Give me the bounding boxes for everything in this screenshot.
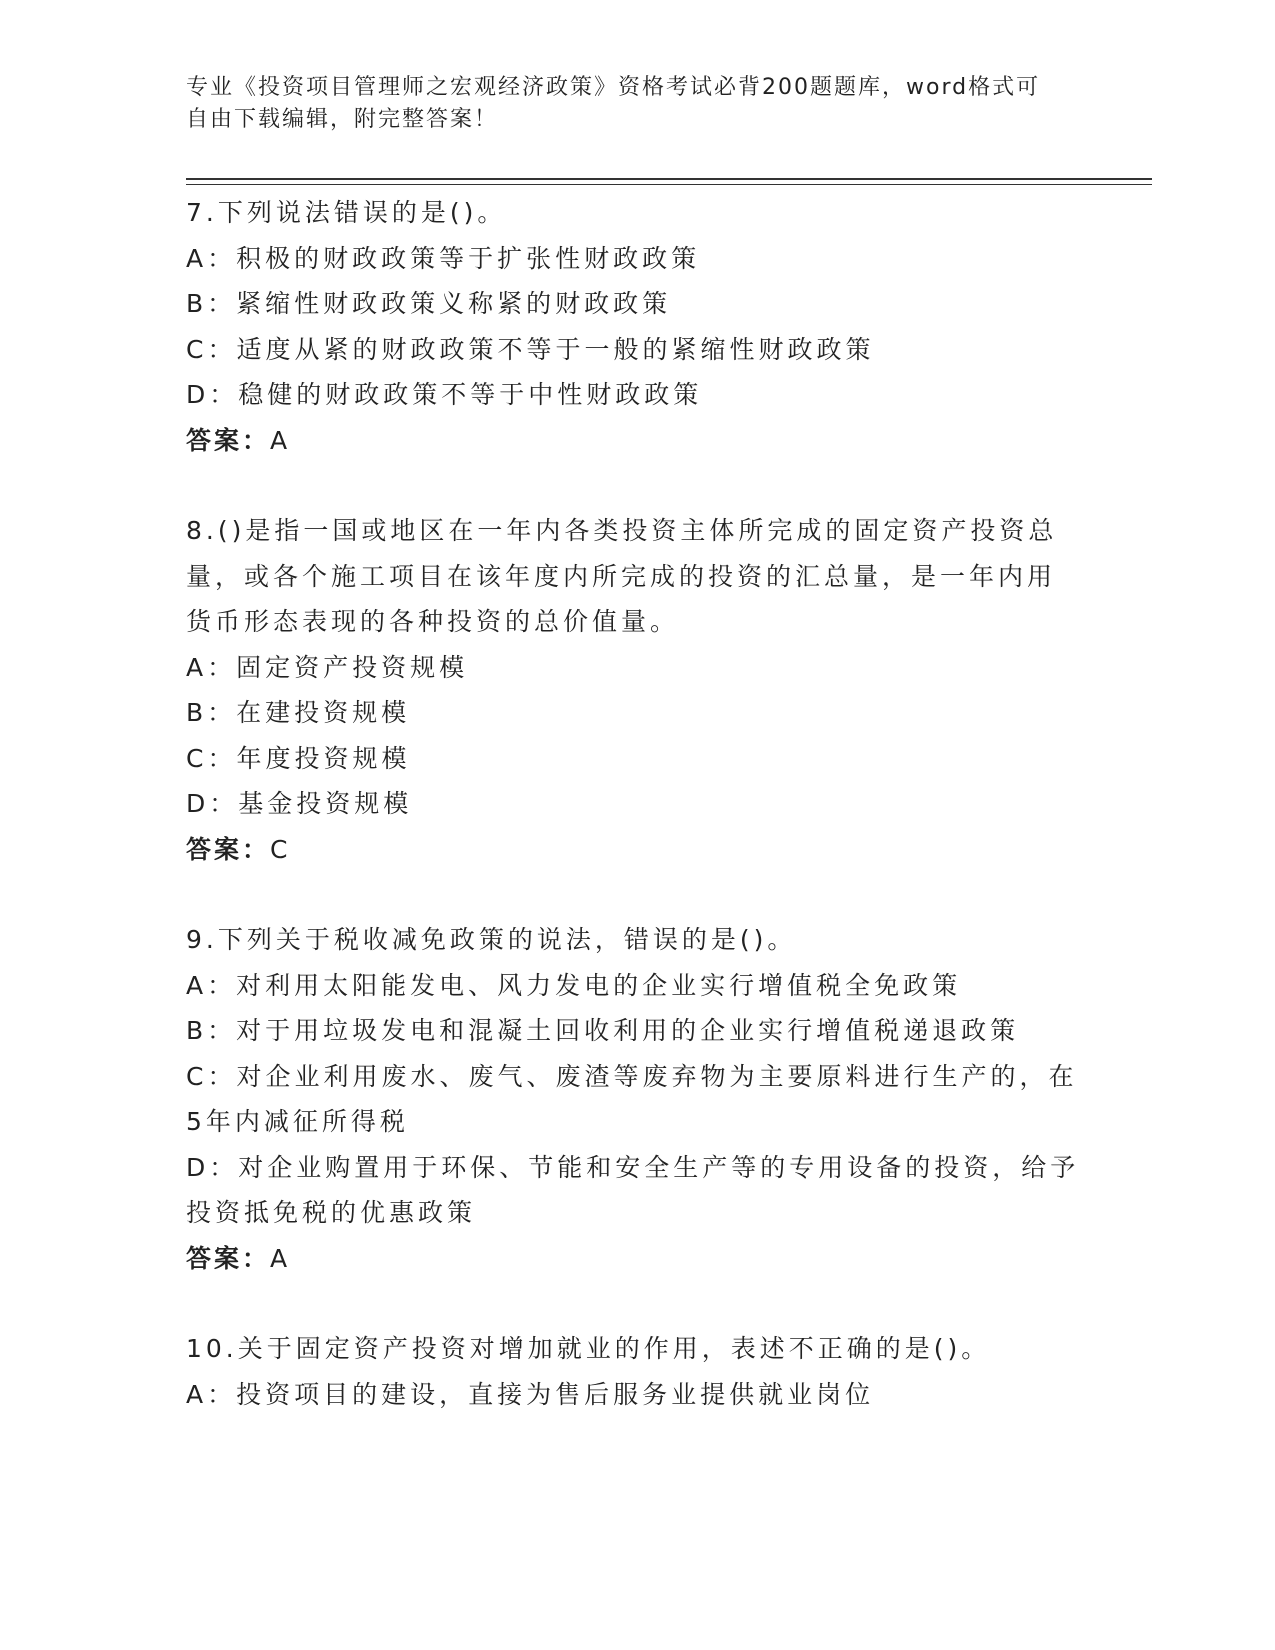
answer-label: 答案：	[186, 834, 271, 864]
answer-line	[186, 418, 1086, 464]
answer-label: 答案：	[186, 425, 271, 455]
answer-value: A	[270, 1243, 290, 1273]
question-block	[186, 1326, 1086, 1417]
answer-line	[186, 827, 1086, 873]
option-line: B：对于用垃圾发电和混凝土回收利用的企业实行增值税递退政策	[186, 1016, 1020, 1045]
option-line: D：基金投资规模	[186, 789, 413, 818]
answer-line	[186, 1236, 1086, 1282]
answer-value: A	[270, 425, 290, 455]
question-block	[186, 190, 1086, 463]
answer-value: C	[270, 834, 290, 864]
option-line: 5年内减征所得税	[186, 1107, 409, 1136]
option-line: C：对企业利用废水、废气、废渣等废弃物为主要原料进行生产的，在	[186, 1061, 1078, 1091]
document-header	[186, 72, 1086, 136]
question-stem-line: 9.下列关于税收减免政策的说法，错误的是()。	[186, 925, 797, 954]
header-line-1: 专业《投资项目管理师之宏观经济政策》资格考试必背200题题库，word格式可	[186, 75, 1041, 100]
question-stem-line: 货币形态表现的各种投资的总价值量。	[186, 607, 680, 636]
question-stem-line: 7.下列说法错误的是()。	[186, 198, 507, 227]
option-line: C：年度投资规模	[186, 743, 411, 773]
question-list	[186, 190, 1086, 1462]
header-divider-thick	[186, 178, 1152, 180]
question-stem-line: 8.()是指一国或地区在一年内各类投资主体所完成的固定资产投资总	[186, 516, 1058, 545]
option-line: A：积极的财政政策等于扩张性财政政策	[186, 243, 701, 273]
question-block	[186, 508, 1086, 872]
option-line: C：适度从紧的财政政策不等于一般的紧缩性财政政策	[186, 334, 875, 364]
option-line: D：对企业购置用于环保、节能和安全生产等的专用设备的投资，给予	[186, 1152, 1080, 1182]
header-line-2: 自由下载编辑，附完整答案！	[186, 107, 499, 132]
option-line: B：紧缩性财政政策义称紧的财政政策	[186, 289, 672, 318]
answer-label: 答案：	[186, 1243, 271, 1273]
option-line: D：稳健的财政政策不等于中性财政政策	[186, 380, 703, 409]
question-block	[186, 917, 1086, 1281]
option-line: 投资抵免税的优惠政策	[186, 1198, 477, 1227]
option-line: B：在建投资规模	[186, 698, 411, 727]
option-line: A：投资项目的建设，直接为售后服务业提供就业岗位	[186, 1379, 875, 1409]
header-divider-thin	[186, 184, 1152, 185]
question-stem-line: 10.关于固定资产投资对增加就业的作用，表述不正确的是()。	[186, 1334, 991, 1363]
option-line: A：对利用太阳能发电、风力发电的企业实行增值税全免政策	[186, 970, 962, 1000]
option-line: A：固定资产投资规模	[186, 652, 469, 682]
question-stem-line: 量，或各个施工项目在该年度内所完成的投资的汇总量，是一年内用	[186, 561, 1057, 591]
